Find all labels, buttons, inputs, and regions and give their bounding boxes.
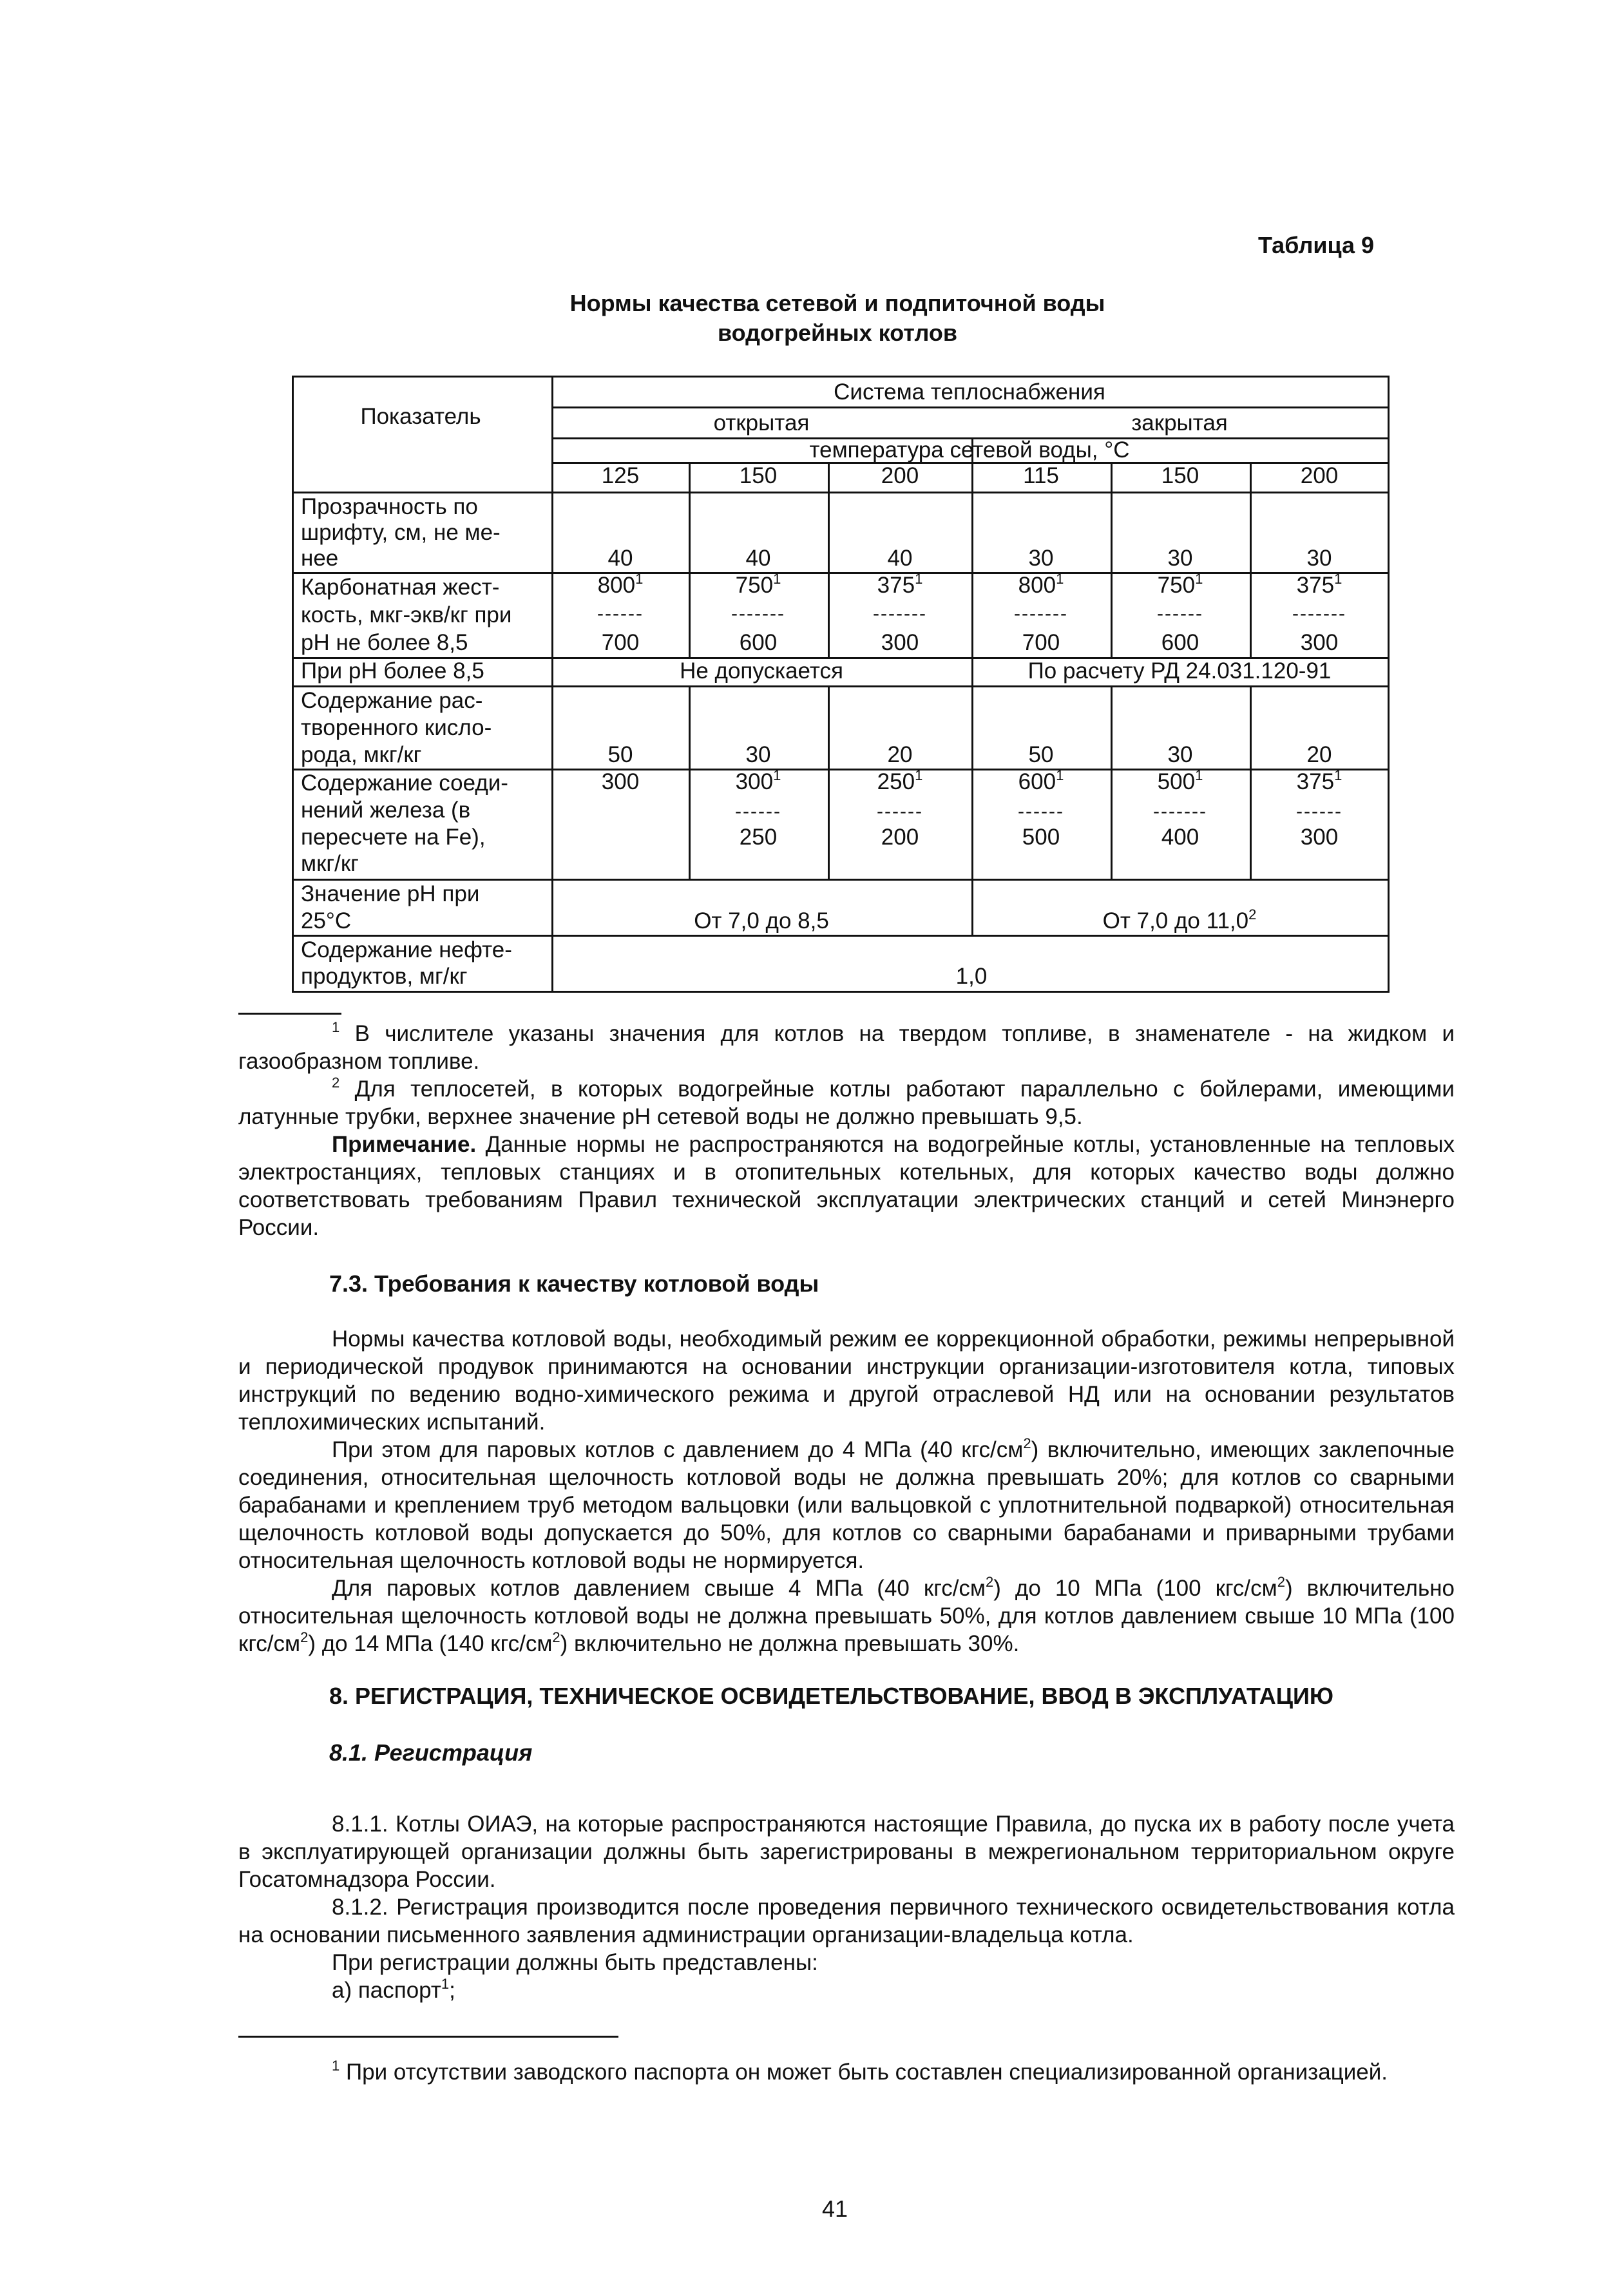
- row-label-carbonate: Карбонатная жест-: [301, 575, 500, 600]
- row-label-ph-value: Значение pH при: [301, 881, 480, 906]
- value-cell: 20: [1306, 742, 1332, 767]
- temp-cell: 125: [601, 463, 640, 488]
- row-label-iron: Содержание соеди-: [301, 770, 508, 796]
- table-note: Примечание. Данные нормы не распространяются на водогрейные котлы, установленные на тепловых электростанциях, тепловых станциях и в отопительных котельных, для которых качество воды должно соответствовать требованиям Правил технической эксплуатации электрических станций и сетей Минэнерго России.: [238, 1132, 1455, 1240]
- table-title: [451, 289, 1224, 348]
- row-label-iron: нений железа (в: [301, 798, 471, 823]
- paragraph: При этом для паровых котлов с давлением до 4 МПа (40 кгс/$см^2$) включительно, имеющих заклепочные соединения, относительная щелочность котловой воды не должна превышать 20%; для котлов со сварными барабанами и креплением труб методом вальцовки (или вальцовкой с уплотнительной подваркой) относительная щелочность котловой воды допускается до 50%, для котлов со сварными барабанами и приварными трубами относительная щелочность котловой воды не нормируется.: [238, 1435, 1455, 1573]
- fraction-line: -------: [1292, 603, 1346, 624]
- denominator-cell: 200: [881, 825, 919, 850]
- header-closed: закрытая: [1131, 410, 1228, 435]
- section-heading-7-3: 7.3. Требования к качеству котловой воды: [329, 1270, 819, 1297]
- paragraph: 8.1.2. Регистрация производится после проведения первичного технического освидетельствования котла на основании письменного заявления администрации организации-владельца котла.: [238, 1895, 1455, 1947]
- table-label: Таблица 9: [1258, 232, 1375, 258]
- value-cell: 40: [887, 546, 913, 571]
- row-label-transparency: нее: [301, 546, 339, 571]
- ph-value-closed: От 7,0 до 11,0$^2$: [1102, 906, 1257, 933]
- denominator-cell: 500: [1022, 825, 1060, 850]
- numerator-cell: $250^1$: [877, 767, 923, 794]
- value-cell: 30: [1028, 546, 1054, 571]
- footnote-separator: [238, 2036, 618, 2038]
- header-indicator: Показатель: [360, 404, 481, 429]
- denominator-cell: 250: [739, 825, 778, 850]
- row-label-carbonate: pH не более 8,5: [301, 630, 468, 655]
- footnote-2: $^2$ Для теплосетей, в которых водогрейные котлы работают параллельно с бойлерами, имеющими латунные трубки, верхнее значение pH сетевой воды не должно превышать 9,5.: [238, 1075, 1455, 1129]
- temp-cell: 150: [1161, 463, 1199, 488]
- numerator-cell: $500^1$: [1157, 767, 1203, 794]
- denominator-cell: 700: [1022, 630, 1060, 655]
- numerator-cell: $800^1$: [597, 571, 644, 598]
- row-label-oxygen: Содержание рас-: [301, 688, 483, 713]
- row-label-oxygen: рода, мкг/кг: [301, 742, 422, 767]
- fraction-line: -------: [1153, 801, 1207, 822]
- row-label-iron: мкг/кг: [301, 851, 359, 876]
- value-cell: 30: [1167, 742, 1193, 767]
- temp-cell: 200: [1300, 463, 1339, 488]
- oil-value: 1,0: [955, 964, 988, 989]
- page-number: 41: [822, 2195, 848, 2222]
- ph-above-closed: По расчету РД 24.031.120-91: [1027, 658, 1332, 684]
- table-title-line: Нормы качества сетевой и подпиточной воды: [569, 290, 1105, 316]
- temp-cell: 150: [739, 463, 778, 488]
- denominator-cell: 600: [739, 630, 778, 655]
- section-7-3-body: [238, 1325, 1455, 1658]
- value-cell: 50: [1028, 742, 1054, 767]
- value-cell: 30: [745, 742, 771, 767]
- row-label-ph-above: При pH более 8,5: [301, 658, 484, 684]
- row-label-oil: продуктов, мг/кг: [301, 964, 468, 989]
- header-open: открытая: [713, 410, 810, 435]
- paragraph: Для паровых котлов давлением свыше 4 МПа (40 кгс/$см^2$) до 10 МПа (100 кгс/$см^2$) включительно относительная щелочность котловой воды не должна превышать 50%, для котлов давлением свыше 10 МПа (100 кгс/$см^2$) до 14 МПа (140 кгс/$см^2$) включительно не должна превышать 30%.: [238, 1574, 1455, 1656]
- temp-cell: 200: [881, 463, 919, 488]
- header-system: Система теплоснабжения: [834, 379, 1105, 405]
- fraction-line: -------: [731, 603, 785, 624]
- header-temperature: температура сетевой воды, °С: [809, 437, 1130, 463]
- numerator-cell: $800^1$: [1018, 571, 1064, 598]
- temp-cell: 115: [1023, 463, 1059, 488]
- numerator-cell: $375^1$: [877, 571, 923, 598]
- fraction-line: ------: [1296, 801, 1342, 822]
- row-label-oxygen: творенного кисло-: [301, 715, 492, 740]
- row-label-transparency: шрифту, см, не ме-: [301, 520, 501, 545]
- paragraph: 8.1.1. Котлы ОИАЭ, на которые распространяются настоящие Правила, до пуска их в работу после учета в эксплуатирующей организации должны быть зарегистрированы в межрегиональном территориальном округе Госатомнадзора России.: [238, 1812, 1455, 1892]
- fraction-line: ------: [877, 801, 923, 822]
- section-heading-8-1: 8.1. Регистрация: [329, 1739, 533, 1766]
- page-footnote: $^1$ При отсутствии заводского паспорта он может быть составлен специализированной организацией.: [332, 2058, 1388, 2085]
- row-label-carbonate: кость, мкг-экв/кг при: [301, 602, 512, 627]
- list-item: а) паспорт$^1$;: [332, 1976, 455, 2003]
- table-title-line: водогрейных котлов: [718, 320, 957, 346]
- numerator-cell: $375^1$: [1296, 767, 1342, 794]
- denominator-cell: 700: [601, 630, 640, 655]
- numerator-cell: $600^1$: [1018, 767, 1064, 794]
- denominator-cell: 300: [1300, 825, 1339, 850]
- value-cell: 20: [887, 742, 913, 767]
- numerator-cell: $750^1$: [735, 571, 781, 598]
- value-cell: 30: [1306, 546, 1332, 571]
- row-label-oil: Содержание нефте-: [301, 937, 512, 962]
- fraction-line: ------: [1018, 801, 1064, 822]
- row-label-iron: пересчете на Fe),: [301, 825, 486, 850]
- section-8-1-body: [238, 1810, 1455, 2004]
- value-cell: 40: [607, 546, 633, 571]
- row-label-transparency: Прозрачность по: [301, 494, 478, 519]
- fraction-line: -------: [873, 603, 927, 624]
- denominator-cell: 600: [1161, 630, 1199, 655]
- value-cell: 30: [1167, 546, 1193, 571]
- value-cell: 40: [745, 546, 771, 571]
- denominator-cell: 300: [881, 630, 919, 655]
- ph-value-open: От 7,0 до 8,5: [694, 908, 829, 933]
- section-heading-8: 8. РЕГИСТРАЦИЯ, ТЕХНИЧЕСКОЕ ОСВИДЕТЕЛЬСТВОВАНИЕ, ВВОД В ЭКСПЛУАТАЦИЮ: [329, 1683, 1333, 1709]
- numerator-cell: $300^1$: [735, 767, 781, 794]
- value-cell: 50: [607, 742, 633, 767]
- paragraph: Нормы качества котловой воды, необходимый режим ее коррекционной обработки, режимы непрерывной и периодической продувок принимаются на основании инструкции организации-изготовителя котла, типовых инструкций по ведению водно-химического режима и другой отраслевой НД или на основании результатов теплохимических испытаний.: [238, 1326, 1455, 1435]
- denominator-cell: 400: [1161, 825, 1199, 850]
- footnote-separator: [238, 1013, 341, 1015]
- numerator-cell: $750^1$: [1157, 571, 1203, 598]
- fraction-line: ------: [597, 603, 644, 624]
- row-label-ph-value: 25°С: [301, 908, 352, 933]
- fraction-line: ------: [1157, 603, 1203, 624]
- table-footnotes: [238, 1020, 1455, 1241]
- numerator-cell: 300: [601, 769, 640, 794]
- fraction-line: -------: [1014, 603, 1068, 624]
- fraction-line: ------: [735, 801, 781, 822]
- ph-above-open: Не допускается: [680, 658, 843, 684]
- norms-table: [292, 376, 1390, 993]
- paragraph: При регистрации должны быть представлены:: [332, 1950, 818, 1975]
- denominator-cell: 300: [1300, 630, 1339, 655]
- numerator-cell: $375^1$: [1296, 571, 1342, 598]
- footnote-1: $^1$ В числителе указаны значения для котлов на твердом топливе, в знаменателе - на жидком и газообразном топливе.: [238, 1019, 1455, 1074]
